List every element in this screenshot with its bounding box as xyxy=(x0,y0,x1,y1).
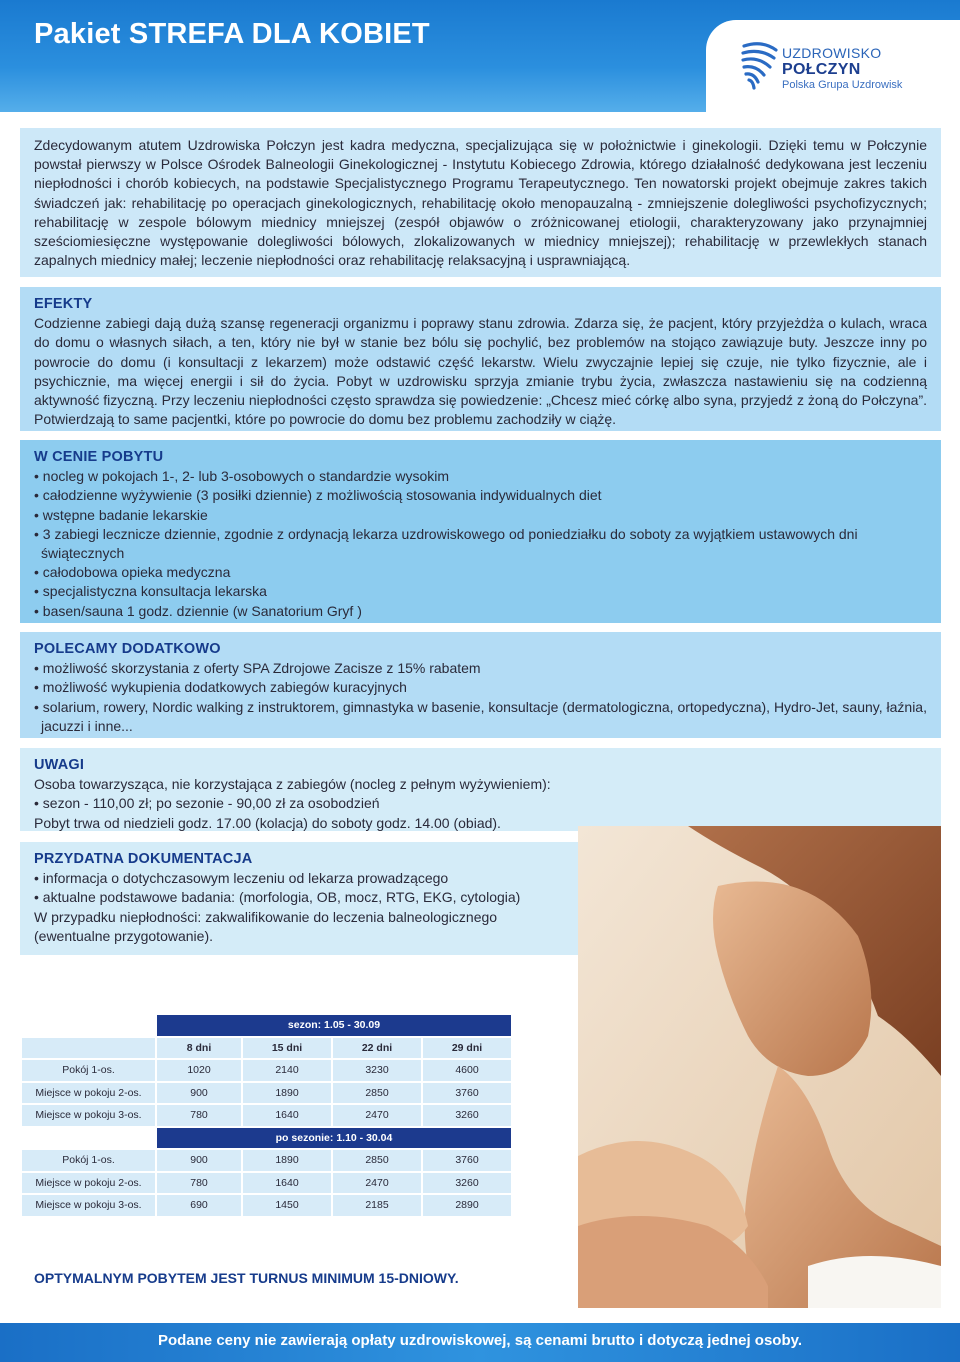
price-cell: 2890 xyxy=(423,1195,511,1216)
price-table xyxy=(20,1013,513,1218)
price-cell: 780 xyxy=(157,1105,241,1126)
uwagi-heading: UWAGI xyxy=(34,757,85,773)
room-label: Pokój 1-os. xyxy=(22,1060,155,1081)
table-row xyxy=(22,1105,511,1126)
empty-cell xyxy=(22,1015,155,1036)
price-cell: 4600 xyxy=(423,1060,511,1081)
column-header: 22 dni xyxy=(333,1038,421,1059)
list-item: • basen/sauna 1 godz. dziennie (w Sanatorium Gryf ) xyxy=(34,602,927,621)
list-item: • możliwość skorzystania z oferty SPA Zdrojowe Zacisze z 15% rabatem xyxy=(34,659,927,678)
price-cell: 2140 xyxy=(243,1060,331,1081)
list-item: • całodzienne wyżywienie (3 posiłki dziennie) z możliwością stosowania indywidualnych diet xyxy=(34,486,927,505)
price-cell: 3260 xyxy=(423,1105,511,1126)
intro-section xyxy=(20,128,941,277)
pobyt-list xyxy=(34,467,927,621)
dokumentacja-heading: PRZYDATNA DOKUMENTACJA xyxy=(34,851,253,867)
efekty-text: Codzienne zabiegi dają dużą szansę regeneracji organizmu i poprawy stanu zdrowia. Zdarza się, że pacjent, który przyjeżdża o kulach, wraca do domu o własnych siłach, a ten, który nie był w stanie bez bólu się pochylić, bez problemów na stojąco zawiązuje buty. Jeszcze inny po powrocie do domu (i konsultacji z lekarzem) może odstawić część lekarstw. Wielu zwyczajnie lepiej się czuje, nie tylko fizycznie, ale i psychicznie, ma więcej energii i sił do życia. Pobyt w uzdrowisku sprzyja zmianie trybu życia, zwłaszcza nastawieniu się na codzienną aktywność fizyczną. Przy leczeniu niepłodności często sprawdza się powiedzenie: „Chcesz mieć córkę albo syna, przyjedź z żoną do Połczyna”. Potwierdzają to same pacjentki, które po powrocie do domu bez problemu zachodziły w ciążę. xyxy=(34,315,927,428)
table-row xyxy=(22,1173,511,1194)
room-label: Miejsce w pokoju 3-os. xyxy=(22,1195,155,1216)
column-header: 15 dni xyxy=(243,1038,331,1059)
price-cell: 2470 xyxy=(333,1105,421,1126)
pobyt-heading: W CENIE POBYTU xyxy=(34,449,164,465)
list-item: • wstępne badanie lekarskie xyxy=(34,506,927,525)
optimal-stay-note: OPTYMALNYM POBYTEM JEST TURNUS MINIMUM 15-DNIOWY. xyxy=(34,1270,459,1286)
room-label: Pokój 1-os. xyxy=(22,1150,155,1171)
efekty-heading: EFEKTY xyxy=(34,296,93,312)
price-cell: 2470 xyxy=(333,1173,421,1194)
table-row xyxy=(22,1150,511,1171)
uwagi-line-2: Pobyt trwa od niedzieli godz. 17.00 (kolacja) do soboty godz. 14.00 (obiad). xyxy=(34,814,501,831)
column-header: 29 dni xyxy=(423,1038,511,1059)
logo-wave-icon xyxy=(740,40,784,92)
dokumentacja-note: W przypadku niepłodności: zakwalifikowanie do leczenia balneologicznego (ewentualne przygotowanie). xyxy=(34,908,498,944)
price-cell: 3760 xyxy=(423,1083,511,1104)
price-cell: 3230 xyxy=(333,1060,421,1081)
price-cell: 1020 xyxy=(157,1060,241,1081)
uwagi-section xyxy=(20,748,941,831)
page-title: Pakiet STREFA DLA KOBIET xyxy=(34,18,430,50)
list-item: • możliwość wykupienia dodatkowych zabiegów kuracyjnych xyxy=(34,678,927,697)
table-row xyxy=(22,1060,511,1081)
price-cell: 900 xyxy=(157,1150,241,1171)
logo-line-2: POŁCZYN xyxy=(782,61,861,79)
column-header: 8 dni xyxy=(157,1038,241,1059)
list-item: • 3 zabiegi lecznicze dziennie, zgodnie z ordynacją lekarza uzdrowiskowego od poniedziałku do soboty za wyjątkiem ustawowych dni świątecznych xyxy=(34,525,927,563)
table-row xyxy=(22,1195,511,1216)
room-label: Miejsce w pokoju 2-os. xyxy=(22,1173,155,1194)
empty-cell xyxy=(22,1038,155,1059)
price-cell: 2185 xyxy=(333,1195,421,1216)
price-cell: 1890 xyxy=(243,1150,331,1171)
price-cell: 3760 xyxy=(423,1150,511,1171)
price-cell: 900 xyxy=(157,1083,241,1104)
pobyt-section xyxy=(20,440,941,623)
polecamy-section xyxy=(20,632,941,738)
price-cell: 780 xyxy=(157,1173,241,1194)
intro-text: Zdecydowanym atutem Uzdrowiska Połczyn jest kadra medyczna, specjalizująca się w położnictwie i ginekologii. Dzięki temu w Połczynie powstał pierwszy w Polsce Ośrodek Balneologii Ginekologicznej - Instytutu Kobiecego Zdrowia, którego działalność dedykowana jest leczeniu niepłodności i chorób kobiecych, na podstawie Specjalistycznego Programu Terapeutycznego. Ten nowatorski projekt obejmuje zakres takich świadczeń jak: rehabilitację po operacjach ginekologicznych, rehabilitację około menopauzalną - zmniejszenie dolegliwości psychofizycznych; rehabilitację w zespole bólowym miednicy mniejszej (zespół objawów o zróżnicowanej etiologii, charakteryzowany jako przynajmniej sześciomiesięczne występowanie dolegliwości bólowych, zlokalizowanych w miednicy mniejszej); rehabilitację w przewlekłych stanach zapalnych miednicy małej; leczenie niepłodności oraz rehabilitację relaksacyjną i usprawniającą. xyxy=(34,137,927,269)
list-item: • specjalistyczna konsultacja lekarska xyxy=(34,582,927,601)
dokumentacja-list xyxy=(34,869,524,907)
polecamy-heading: POLECAMY DODATKOWO xyxy=(34,641,221,657)
price-cell: 3260 xyxy=(423,1173,511,1194)
price-cell: 1890 xyxy=(243,1083,331,1104)
uwagi-line-1: Osoba towarzysząca, nie korzystająca z zabiegów (nocleg z pełnym wyżywieniem): xyxy=(34,776,551,793)
logo-line-1: UZDROWISKO xyxy=(782,45,882,61)
list-item: • całodobowa opieka medyczna xyxy=(34,563,927,582)
price-cell: 1640 xyxy=(243,1173,331,1194)
efekty-section xyxy=(20,287,941,431)
woman-massage-photo xyxy=(578,826,941,1308)
price-cell: 2850 xyxy=(333,1083,421,1104)
logo-line-3: Polska Grupa Uzdrowisk xyxy=(782,78,903,91)
polecamy-list xyxy=(34,659,927,736)
list-item: • aktualne podstawowe badania: (morfologia, OB, mocz, RTG, EKG, cytologia) xyxy=(34,888,524,907)
offseason-label: po sezonie: 1.10 - 30.04 xyxy=(157,1128,511,1149)
logo xyxy=(706,20,960,116)
season-label: sezon: 1.05 - 30.09 xyxy=(157,1015,511,1036)
price-cell: 1450 xyxy=(243,1195,331,1216)
list-item: • sezon - 110,00 zł; po sezonie - 90,00 zł za osobodzień xyxy=(34,794,927,813)
room-label: Miejsce w pokoju 2-os. xyxy=(22,1083,155,1104)
footer-note: Podane ceny nie zawierają opłaty uzdrowiskowej, są cenami brutto i dotyczą jednej osoby. xyxy=(0,1323,960,1362)
room-label: Miejsce w pokoju 3-os. xyxy=(22,1105,155,1126)
header-banner xyxy=(0,0,960,112)
price-cell: 2850 xyxy=(333,1150,421,1171)
list-item: • nocleg w pokojach 1-, 2- lub 3-osobowych o standardzie wysokim xyxy=(34,467,927,486)
table-row xyxy=(22,1083,511,1104)
price-cell: 690 xyxy=(157,1195,241,1216)
list-item: • solarium, rowery, Nordic walking z instruktorem, gimnastyka w basenie, konsultacje (dermatologiczna, ortopedyczna), Hydro-Jet, sauny, łaźnia, jacuzzi i inne... xyxy=(34,698,927,736)
list-item: • informacja o dotychczasowym leczeniu od lekarza prowadzącego xyxy=(34,869,524,888)
empty-cell xyxy=(22,1128,155,1149)
uwagi-list xyxy=(34,794,927,813)
price-cell: 1640 xyxy=(243,1105,331,1126)
